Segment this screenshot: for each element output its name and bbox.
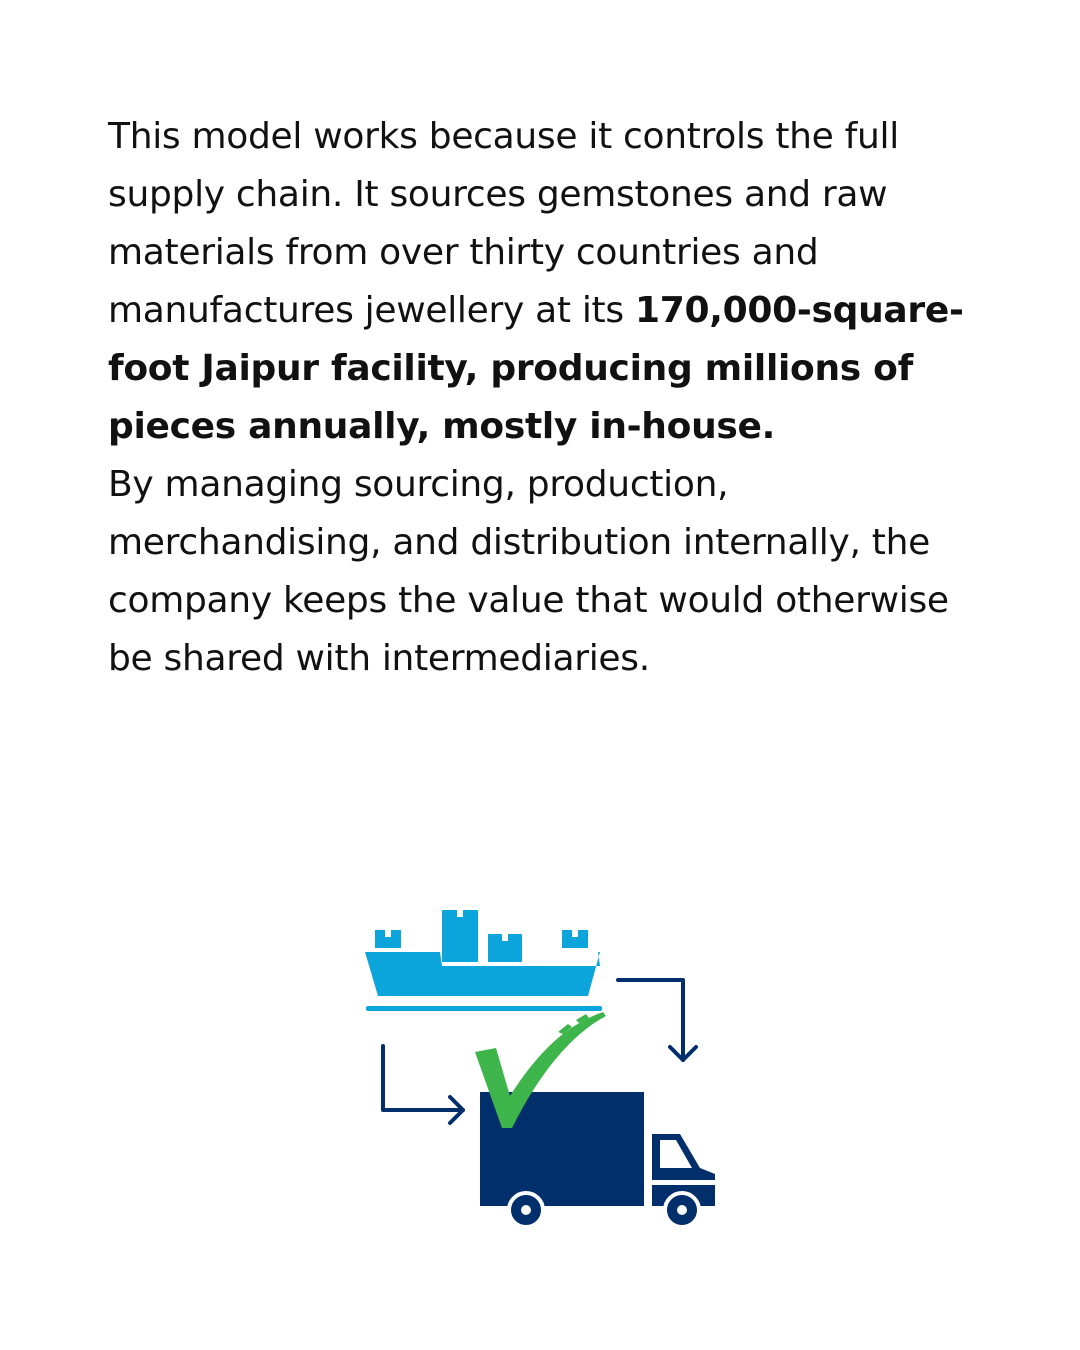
cargo-ship-icon <box>365 910 602 1011</box>
paragraph-value: By managing sourcing, production, merchandising, and distribution internally, the company keeps the value that would otherwise be shared with intermediaries. <box>108 464 949 679</box>
paragraph-supply-chain <box>108 108 988 456</box>
paragraph-emphasis: 170,000-square-foot Jaipur facility, producing millions of pieces annually, mostly in-house. <box>108 290 964 447</box>
paragraph-lead: This model works because it controls the full supply chain. It sources gemstones and raw materials from over thirty countries and manufactures jewellery at its <box>108 116 899 331</box>
body-text <box>108 108 988 688</box>
supply-chain-illustration <box>360 900 730 1230</box>
arrow-down-icon <box>618 980 696 1060</box>
arrow-right-icon <box>383 1046 463 1123</box>
